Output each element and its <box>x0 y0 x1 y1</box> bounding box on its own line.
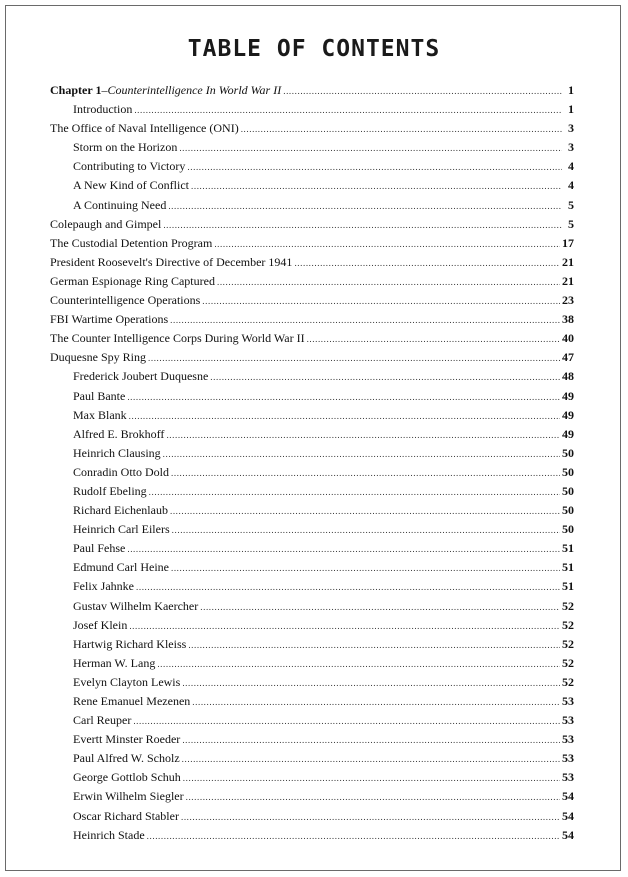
chapter-dash: – <box>101 83 108 97</box>
toc-subentry[interactable] <box>50 444 574 463</box>
dot-leader <box>183 769 560 788</box>
page-number: 50 <box>562 483 574 498</box>
toc-entry-label: Herman W. Lang <box>73 655 156 670</box>
dot-leader <box>136 578 560 597</box>
toc-entry[interactable] <box>50 291 574 310</box>
dot-leader <box>214 235 560 254</box>
toc-entry-label: President Roosevelt's Directive of December 1941 <box>50 254 293 269</box>
dot-leader <box>283 82 562 101</box>
page-number: 52 <box>562 598 574 613</box>
toc-entry-label: The Custodial Detention Program <box>50 235 213 250</box>
toc-entry-label: Felix Jahnke <box>73 579 134 594</box>
dot-leader <box>182 731 560 750</box>
dot-leader <box>210 368 560 387</box>
page-number: 3 <box>568 140 574 155</box>
dot-leader <box>200 598 560 617</box>
toc-entry-label: Counterintelligence Operations <box>50 293 201 308</box>
page-number: 4 <box>568 159 574 174</box>
toc-entry-label: Heinrich Clausing <box>73 445 161 460</box>
toc-subentry[interactable] <box>50 673 574 692</box>
page-number: 49 <box>562 388 574 403</box>
toc-subentry[interactable] <box>50 463 574 482</box>
toc-entry-label: Erwin Wilhelm Siegler <box>73 789 184 804</box>
page-number: 53 <box>562 713 574 728</box>
page-number: 50 <box>562 522 574 537</box>
table-of-contents <box>50 81 574 845</box>
page-number: 54 <box>562 789 574 804</box>
dot-leader <box>163 445 560 464</box>
toc-entry[interactable] <box>50 310 574 329</box>
toc-subentry[interactable] <box>50 425 574 444</box>
toc-subentry[interactable] <box>50 597 574 616</box>
toc-entry-label: Conradin Otto Dold <box>73 464 169 479</box>
toc-entry-label: The Counter Intelligence Corps During World War II <box>50 331 305 346</box>
dot-leader <box>191 177 562 196</box>
toc-subentry[interactable] <box>50 692 574 711</box>
toc-entry-label: Rene Emanuel Mezenen <box>73 694 191 708</box>
toc-entry-label <box>50 81 281 100</box>
toc-entry-label: Colepaugh and Gimpel <box>50 216 162 231</box>
toc-subentry[interactable] <box>50 406 574 425</box>
toc-entry[interactable] <box>50 329 574 348</box>
page-number: 50 <box>562 445 574 460</box>
toc-entry[interactable] <box>50 253 574 272</box>
toc-subentry[interactable] <box>50 176 574 195</box>
toc-subentry[interactable] <box>50 616 574 635</box>
toc-entry-label: Duquesne Spy Ring <box>50 350 146 365</box>
page-number: 49 <box>562 407 574 422</box>
page-number: 52 <box>562 636 574 651</box>
toc-entry-label: Josef Klein <box>73 617 128 632</box>
toc-subentry[interactable] <box>50 635 574 654</box>
dot-leader <box>179 139 562 158</box>
dot-leader <box>147 827 560 846</box>
toc-entry-label: Alfred E. Brokhoff <box>73 426 165 441</box>
dot-leader <box>181 808 560 827</box>
page-number: 3 <box>568 121 574 136</box>
toc-entry-label: Carl Reuper <box>73 713 132 728</box>
toc-subentry[interactable] <box>50 501 574 520</box>
page-number: 54 <box>562 827 574 842</box>
toc-subentry[interactable] <box>50 157 574 176</box>
toc-subentry[interactable] <box>50 730 574 749</box>
dot-leader <box>241 120 562 139</box>
dot-leader <box>129 407 560 426</box>
toc-entry-label: Hartwig Richard Kleiss <box>73 636 187 651</box>
toc-subentry[interactable] <box>50 558 574 577</box>
toc-entry-label: A New Kind of Conflict <box>73 178 189 193</box>
toc-subentry[interactable] <box>50 138 574 157</box>
dot-leader <box>148 349 560 368</box>
page-number: 52 <box>562 655 574 670</box>
dot-leader <box>182 750 560 769</box>
toc-entry[interactable] <box>50 234 574 253</box>
dot-leader <box>217 273 560 292</box>
toc-entry-label: FBI Wartime Operations <box>50 312 169 327</box>
page-number: 5 <box>568 197 574 212</box>
page-number: 49 <box>562 426 574 441</box>
page-number: 51 <box>562 579 574 594</box>
dot-leader <box>163 216 562 235</box>
page-number: 53 <box>562 732 574 747</box>
dot-leader <box>171 559 560 578</box>
dot-leader <box>127 540 560 559</box>
toc-entry-label: Richard Eichenlaub <box>73 503 168 518</box>
toc-subentry[interactable] <box>50 482 574 501</box>
dot-leader <box>187 158 562 177</box>
toc-entry-label: A Continuing Need <box>73 197 167 212</box>
toc-subentry[interactable] <box>50 577 574 596</box>
toc-entry-label: Introduction <box>73 102 133 117</box>
toc-subentry[interactable] <box>50 654 574 673</box>
page-number: 53 <box>562 751 574 766</box>
toc-entry-label: Paul Bante <box>73 388 126 403</box>
toc-entry-label: George Gottlob Schuh <box>73 770 181 785</box>
toc-entry-label: Heinrich Stade <box>73 827 145 842</box>
toc-subentry[interactable] <box>50 539 574 558</box>
toc-entry-label: Contributing to Victory <box>73 159 186 174</box>
page-number: 51 <box>562 541 574 556</box>
toc-entry-label: Evertt Minster Roeder <box>73 732 181 747</box>
toc-entry-label: Gustav Wilhelm Kaercher <box>73 598 199 613</box>
page-number: 47 <box>562 350 574 365</box>
toc-entry-label: Max Blank <box>73 407 127 422</box>
page-number: 23 <box>562 293 574 308</box>
toc-subentry[interactable] <box>50 711 574 730</box>
toc-entry-label: Evelyn Clayton Lewis <box>73 674 181 689</box>
dot-leader <box>171 464 560 483</box>
toc-subentry[interactable] <box>50 387 574 406</box>
page-number: 1 <box>568 83 574 97</box>
page-number: 21 <box>562 254 574 269</box>
page-number: 50 <box>562 503 574 518</box>
toc-entry[interactable] <box>50 348 574 367</box>
dot-leader <box>192 693 560 712</box>
page-number: 51 <box>562 560 574 575</box>
dot-leader <box>186 788 560 807</box>
toc-entry-label: Paul Alfred W. Scholz <box>73 751 180 766</box>
toc-subentry[interactable] <box>50 100 574 119</box>
toc-subentry[interactable] <box>50 520 574 539</box>
toc-entry-label: The Office of Naval Intelligence (ONI) <box>50 121 239 136</box>
toc-subentry[interactable] <box>50 367 574 386</box>
toc-subentry[interactable] <box>50 196 574 215</box>
page-number: 52 <box>562 617 574 632</box>
page-number: 4 <box>568 178 574 193</box>
toc-entry[interactable] <box>50 81 574 100</box>
chapter-title: Counterintelligence In World War II <box>107 83 282 97</box>
toc-entry[interactable] <box>50 272 574 291</box>
page-number: 50 <box>562 464 574 479</box>
page-number: 5 <box>568 216 574 231</box>
dot-leader <box>182 674 560 693</box>
dot-leader <box>166 426 560 445</box>
toc-subentry[interactable] <box>50 749 574 768</box>
toc-entry-label: Rudolf Ebeling <box>73 483 147 498</box>
dot-leader <box>172 521 560 540</box>
dot-leader <box>188 636 560 655</box>
toc-entry[interactable] <box>50 119 574 138</box>
page-number: 53 <box>562 770 574 785</box>
dot-leader <box>307 330 560 349</box>
dot-leader <box>134 101 562 120</box>
toc-subentry[interactable] <box>50 768 574 787</box>
dot-leader <box>294 254 560 273</box>
toc-subentry[interactable] <box>50 787 574 806</box>
toc-entry-label: Frederick Joubert Duquesne <box>73 369 209 384</box>
page-title: TABLE OF CONTENTS <box>187 36 441 63</box>
toc-subentry[interactable] <box>50 807 574 826</box>
dot-leader <box>133 712 560 731</box>
page-number: 54 <box>562 808 574 823</box>
toc-entry-label: Oscar Richard Stabler <box>73 808 179 823</box>
toc-subentry[interactable] <box>50 826 574 845</box>
chapter-number: Chapter 1 <box>50 83 102 97</box>
toc-entry-label: Paul Fehse <box>73 541 126 556</box>
page-number: 1 <box>568 102 574 117</box>
dot-leader <box>168 197 562 216</box>
page-number: 21 <box>562 273 574 288</box>
dot-leader <box>149 483 560 502</box>
page-number: 53 <box>562 694 574 708</box>
toc-entry-label: Heinrich Carl Eilers <box>73 522 170 537</box>
page-number: 17 <box>562 235 574 250</box>
dot-leader <box>170 311 560 330</box>
page-number: 48 <box>562 369 574 384</box>
dot-leader <box>127 388 560 407</box>
dot-leader <box>157 655 560 674</box>
toc-entry[interactable] <box>50 215 574 234</box>
page-number: 40 <box>562 331 574 346</box>
page-number: 52 <box>562 674 574 689</box>
toc-entry-label: Edmund Carl Heine <box>73 560 169 575</box>
dot-leader <box>170 502 560 521</box>
dot-leader <box>129 617 560 636</box>
page-number: 38 <box>562 312 574 327</box>
toc-entry-label: Storm on the Horizon <box>73 140 178 155</box>
toc-entry-label: German Espionage Ring Captured <box>50 273 215 288</box>
dot-leader <box>202 292 560 311</box>
